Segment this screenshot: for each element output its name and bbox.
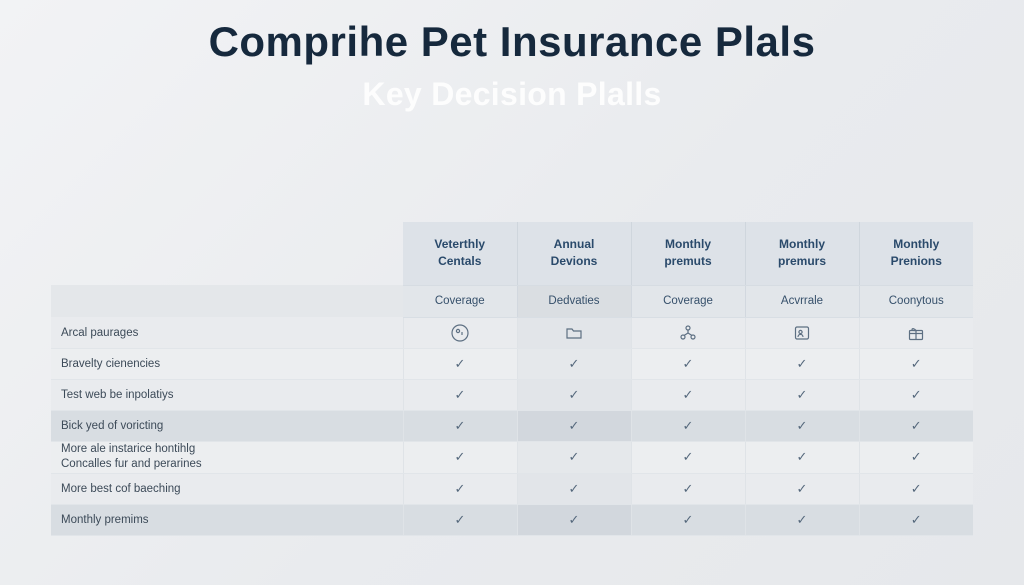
plan-header-1-line2: Centals	[438, 254, 482, 269]
check-glyph: ✓	[796, 386, 808, 402]
plan-header-2-line1: Annual	[553, 237, 595, 251]
check-icon	[517, 410, 631, 441]
check-glyph: ✓	[568, 480, 580, 496]
check-glyph: ✓	[682, 449, 694, 465]
check-icon	[403, 473, 517, 504]
check-icon	[403, 348, 517, 379]
plan-header-3-line2: premuts	[664, 254, 712, 269]
check-icon	[745, 441, 859, 473]
check-icon	[517, 504, 631, 535]
row-label: Bravelty cienencies	[51, 348, 403, 379]
plan-header-3-line1: Monthly	[665, 237, 711, 251]
plan-header-2	[517, 222, 631, 285]
check-glyph: ✓	[910, 449, 922, 465]
check-glyph: ✓	[910, 355, 922, 371]
table-row	[51, 473, 973, 504]
check-glyph: ✓	[454, 480, 466, 496]
check-icon	[631, 410, 745, 441]
check-glyph: ✓	[454, 449, 466, 465]
check-icon	[517, 379, 631, 410]
table-row	[51, 379, 973, 410]
gift-icon	[859, 317, 973, 348]
check-glyph: ✓	[682, 386, 694, 402]
shield-user-icon	[745, 317, 859, 348]
check-icon	[631, 348, 745, 379]
check-icon	[745, 379, 859, 410]
check-icon	[859, 473, 973, 504]
row-label-line1: More ale instarice hontihlg	[61, 442, 196, 455]
check-icon	[403, 441, 517, 473]
check-glyph: ✓	[568, 449, 580, 465]
subheader-blank-cell	[51, 285, 403, 317]
check-glyph: ✓	[454, 417, 466, 433]
check-icon	[403, 379, 517, 410]
plan-header-1-line1: Veterthly	[434, 237, 486, 251]
check-glyph: ✓	[910, 386, 922, 402]
check-icon	[403, 504, 517, 535]
check-glyph: ✓	[682, 511, 694, 527]
check-glyph: ✓	[454, 386, 466, 402]
table-subheader-row	[51, 285, 973, 317]
check-glyph: ✓	[796, 417, 808, 433]
network-icon	[631, 317, 745, 348]
check-glyph: ✓	[682, 417, 694, 433]
check-glyph: ✓	[910, 417, 922, 433]
comparison-table-container	[51, 222, 973, 536]
plan-header-5	[859, 222, 973, 285]
plan-header-1	[403, 222, 517, 285]
table-row	[51, 348, 973, 379]
check-icon	[631, 473, 745, 504]
row-label: Monthly premims	[51, 504, 403, 535]
check-glyph: ✓	[796, 480, 808, 496]
row-label	[51, 441, 403, 473]
row-label: Arcal paurages	[51, 317, 403, 348]
check-icon	[517, 441, 631, 473]
header-blank-cell	[51, 222, 403, 285]
check-glyph: ✓	[910, 480, 922, 496]
comparison-table	[51, 222, 973, 536]
subheader-2: Dedvaties	[517, 285, 631, 317]
subheader-5: Coonytous	[859, 285, 973, 317]
plan-header-4-line1: Monthly	[779, 237, 825, 251]
check-glyph: ✓	[568, 386, 580, 402]
table-header-row	[51, 222, 973, 285]
table-row	[51, 504, 973, 535]
subheader-3: Coverage	[631, 285, 745, 317]
check-icon	[745, 348, 859, 379]
page-subtitle: Key Decision Plalls	[362, 76, 662, 112]
row-label: Bick yed of voricting	[51, 410, 403, 441]
check-glyph: ✓	[796, 355, 808, 371]
check-icon	[631, 441, 745, 473]
check-icon	[517, 348, 631, 379]
paw-icon	[403, 317, 517, 348]
check-icon	[631, 379, 745, 410]
row-label: More best cof baeching	[51, 473, 403, 504]
row-label: Test web be inpolatiys	[51, 379, 403, 410]
check-glyph: ✓	[454, 355, 466, 371]
plan-header-3	[631, 222, 745, 285]
check-icon	[859, 348, 973, 379]
check-icon	[631, 504, 745, 535]
subheader-1: Coverage	[403, 285, 517, 317]
check-glyph: ✓	[568, 511, 580, 527]
check-icon	[517, 473, 631, 504]
table-body	[51, 317, 973, 535]
subheader-4: Acvrrale	[745, 285, 859, 317]
check-icon	[403, 410, 517, 441]
check-glyph: ✓	[454, 511, 466, 527]
plan-header-2-line2: Devions	[550, 254, 598, 269]
plan-header-4	[745, 222, 859, 285]
plan-header-5-line2: Prenions	[890, 254, 942, 269]
page-title: Comprihe Pet Insurance Plals	[208, 18, 816, 65]
check-icon	[745, 410, 859, 441]
check-glyph: ✓	[796, 511, 808, 527]
check-glyph: ✓	[796, 449, 808, 465]
check-glyph: ✓	[910, 511, 922, 527]
check-glyph: ✓	[568, 417, 580, 433]
check-icon	[745, 473, 859, 504]
check-icon	[745, 504, 859, 535]
check-glyph: ✓	[682, 355, 694, 371]
check-glyph: ✓	[568, 355, 580, 371]
folder-icon	[517, 317, 631, 348]
check-icon	[859, 410, 973, 441]
table-row	[51, 410, 973, 441]
check-icon	[859, 504, 973, 535]
table-row	[51, 317, 973, 348]
check-glyph: ✓	[682, 480, 694, 496]
plan-header-5-line1: Monthly	[893, 237, 940, 251]
check-icon	[859, 379, 973, 410]
plan-header-4-line2: premurs	[777, 254, 827, 269]
row-label-line2: Concalles fur and perarines	[61, 458, 202, 471]
table-row	[51, 441, 973, 473]
check-icon	[859, 441, 973, 473]
